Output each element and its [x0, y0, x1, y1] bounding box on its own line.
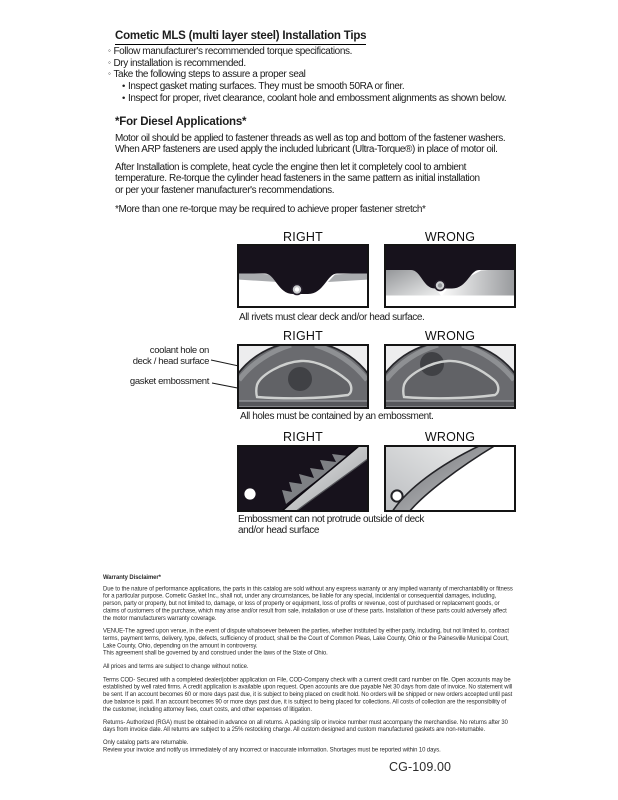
open-bullet-icon: ◦: [108, 69, 111, 79]
disclaimer-paragraph: Returns- Authorized (RGA) must be obtained in advance on all returns. A packing slip or invoice number must accompany the merchandise. No returns after 30 days from invoice date. All returns are subject to a 25% restocking charge. All custom designed and custom manufactured gaskets are non-returnable.: [103, 718, 508, 733]
text-line: Embossment can not protrude outside of deck: [238, 514, 424, 525]
disclaimer-paragraph: Terms COD- Secured with a completed dealer/jobber application on File, COD-Company check with a current credit card number on file. Open accounts may be established by well rated firms. A credit application is available upon request. Open accounts are due payable Net 30 days from date of invoice. No statement will be sent. If an account becomes 60 or more days past due, it is subject to being placed on credit hold. No orders will be shipped or new orders accepted until past due balance is paid. If an account becomes 90 or more days past due, it is subject to being placed for collections. All costs of collection are the responsibility of the customer, including attorney fees, court costs, and other expenses of litigation.: [103, 676, 513, 713]
text-line: When ARP fasteners are used apply the included lubricant (Ultra-Torque®) in place of motor oil.: [115, 144, 498, 156]
open-bullet-icon: ◦: [108, 57, 111, 67]
list-item: [122, 93, 506, 105]
tip-text: Take the following steps to assure a proper seal: [113, 69, 306, 81]
fig1-wrong-label: WRONG: [424, 230, 476, 244]
list-item: [108, 46, 506, 58]
annotation-coolant-hole-label: [97, 346, 209, 368]
fig1-right-label: RIGHT: [283, 230, 323, 244]
fig3-wrong-label: WRONG: [424, 430, 476, 444]
warranty-disclaimer: [103, 574, 515, 760]
list-item: [108, 58, 506, 70]
text-line: temperature. Re-torque the cylinder head fasteners in the same pattern as initial installation: [115, 173, 480, 185]
diesel-paragraph-1: [115, 133, 505, 156]
fig3-right-diagram: [237, 445, 369, 512]
disclaimer-paragraph: This agreement shall be governed by and construed under the laws of the State of Ohio.: [103, 649, 328, 657]
text-line: After Installation is complete, heat cycle the engine then let it completely cool to ambient: [115, 162, 467, 173]
fig1-caption: All rivets must clear deck and/or head surface.: [239, 312, 425, 323]
text-line: deck / head surface: [132, 355, 209, 367]
open-bullet-icon: ◦: [108, 46, 111, 55]
annotation-gasket-embossment-label: gasket embossment: [129, 376, 209, 387]
fig2-wrong-diagram: [384, 344, 516, 409]
page-number: CG-109.00: [389, 760, 452, 774]
text-line: coolant hole on: [149, 345, 209, 356]
fig2-right-label: RIGHT: [283, 329, 323, 343]
page-title: Cometic MLS (multi layer steel) Installation Tips: [115, 30, 366, 45]
sub-tip-text: Inspect gasket mating surfaces. They must be smooth 50RA or finer.: [127, 81, 405, 93]
fig2-caption: All holes must be contained by an embossment.: [240, 411, 434, 422]
disclaimer-heading: Warranty Disclaimer*: [103, 574, 161, 581]
text-line: Motor oil should be applied to fastener threads as well as top and bottom of the fastener washers.: [115, 133, 506, 144]
tip-text: Follow manufacturer's recommended torque specifications.: [113, 46, 352, 57]
disclaimer-paragraph: Due to the nature of performance applications, the parts in this catalog are sold without any express warranty or any implied warranty of merchantability or fitness for a particular purpose. Cometic Gasket Inc., shall not, under any circumstances, be liable for any special, incidental or consequential damages, including, person, party or property, but not limited to, damage, or loss of property or equipment, loss of profits or revenue, cost of purchased or replacement goods, or claims of customers of the purchase, which may arise and/or result from sale, installation or use of these parts. Installation of these parts could adversely affect the motor manufacturers warranty coverage.: [103, 585, 513, 622]
fig3-caption: [238, 515, 424, 537]
sub-tip-text: Inspect for proper, rivet clearance, coolant hole and embossment alignments as shown below.: [127, 92, 507, 104]
fig1-right-diagram: [237, 244, 369, 308]
list-item: [122, 81, 506, 93]
disclaimer-paragraph: Review your invoice and notify us immediately of any incorrect or inaccurate information. Shortages must be reported within 10 days.: [103, 746, 441, 754]
retorque-note: *More than one re-torque may be required to achieve proper fastener stretch*: [115, 204, 426, 215]
disclaimer-paragraph: Only catalog parts are returnable.: [103, 739, 189, 746]
disclaimer-paragraph: VENUE-The agreed upon venue, in the event of dispute whatsoever between the parties, whether instituted by either party, including, but not limited to, contract terms, payment terms, delivery, type, defects, sufficiency of product, shall be the Court of Common Pleas, Lake County, Ohio or the Painesville Municipal Court, Lake County, Ohio, depending on the amount in controversy.: [103, 627, 509, 649]
fig1-wrong-diagram: [384, 244, 516, 308]
text-line: or per your fastener manufacturer's recommendations.: [115, 184, 335, 196]
text-line: and/or head surface: [238, 524, 319, 536]
diesel-paragraph-2: [115, 162, 480, 196]
fig2-wrong-label: WRONG: [424, 329, 476, 343]
diesel-applications-heading: *For Diesel Applications*: [115, 116, 247, 128]
bullet-icon: •: [122, 81, 125, 93]
tip-text: Dry installation is recommended.: [113, 57, 246, 69]
fig3-right-label: RIGHT: [283, 430, 323, 444]
fig2-right-diagram: [237, 344, 369, 409]
bullet-icon: •: [122, 92, 125, 104]
list-item: [108, 69, 506, 81]
fig3-wrong-diagram: [384, 445, 516, 512]
disclaimer-paragraph: All prices and terms are subject to change without notice.: [103, 662, 249, 670]
installation-tips-list: [108, 46, 506, 105]
